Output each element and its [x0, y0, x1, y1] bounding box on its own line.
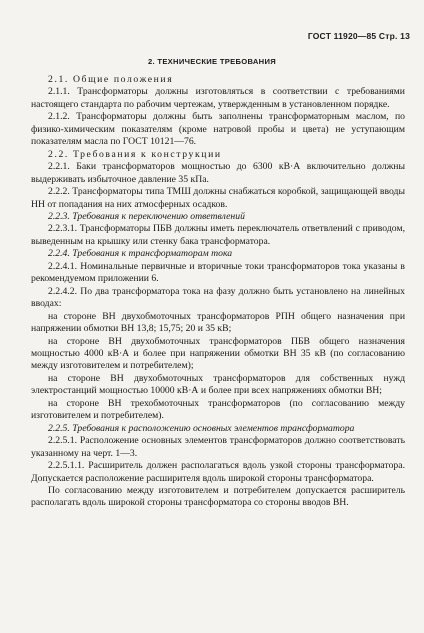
subsection-heading: 2.2.5. Требования к расположению основных элементов трансформатора — [48, 422, 355, 434]
paragraph: на стороне ВН двухобмоточных трансформаторов для собственных нужд электростанций мощностью 10000 кВ·А и более при всех напряжениях обмотки ВН; — [31, 372, 405, 397]
paragraph: 2.2.1. Баки трансформаторов мощностью до 6300 кВ·А включительно должны выдерживать избыточное давление 35 кПа. — [31, 161, 405, 185]
document-body — [31, 74, 405, 510]
paragraph: 2.1.1. Трансформаторы должны изготовляться в соответствии с требованиями настоящего стандарта по рабочим чертежам, утвержденным в установленном порядке. — [31, 86, 405, 110]
paragraph: 2.1.2. Трансформаторы должны быть заполнены трансформаторным маслом, по физико-химическим показателям (кроме натровой пробы и цвета) не уступающим показателям масла по ГОСТ 10121—76. — [31, 111, 405, 148]
paragraph: 2.2.4.2. По два трансформатора тока на фазу должно быть установлено на линейных вводах: — [31, 285, 405, 310]
subsection-heading: 2.2.4. Требования к трансформаторам тока — [48, 248, 233, 260]
section-title: 2. ТЕХНИЧЕСКИЕ ТРЕБОВАНИЯ — [148, 57, 276, 66]
paragraph: на стороне ВН двухобмоточных трансформаторов РПН общего назначения при напряжении обмотки ВН 13,8; 15,75; 20 и 35 кВ; — [31, 310, 405, 335]
subsection-heading: 2.1. Общие положения — [48, 74, 174, 85]
paragraph: 2.2.4.1. Номинальные первичные и вторичные токи трансформаторов тока указаны в рекомендуемом приложении 6. — [31, 260, 405, 285]
paragraph: 2.2.3.1. Трансформаторы ПБВ должны иметь переключатель ответвлений с приводом, выведенным на крышку или стенку бака трансформатора. — [31, 223, 405, 247]
paragraph: на стороне ВН трехобмоточных трансформаторов (по согласованию между изготовителем и потребителем). — [31, 397, 405, 422]
subsection-heading: 2.2. Требования к конструкции — [48, 148, 222, 160]
paragraph: на стороне ВН двухобмоточных трансформаторов ПБВ общего назначения мощностью 4000 кВ·А и более при напряжении обмотки ВН 35 кВ (по согласованию между изготовителем и потребителем); — [31, 335, 405, 372]
paragraph: По согласованию между изготовителем и потребителем допускается расширитель располагать вдоль широкой стороны трансформатора со стороны вводов ВН. — [31, 484, 405, 509]
paragraph: 2.2.5.1.1. Расширитель должен располагаться вдоль узкой стороны трансформатора. Допускается расположение расширителя вдоль широкой стороны трансформатора. — [31, 460, 405, 484]
subsection-heading: 2.2.3. Требования к переключению ответвлений — [48, 210, 245, 222]
paragraph: 2.2.2. Трансформаторы типа ТМШ должны снабжаться коробкой, защищающей вводы НН от попадания на них атмосферных осадков. — [31, 186, 405, 210]
paragraph: 2.2.5.1. Расположение основных элементов трансформаторов должно соответствовать указанному на черт. 1—3. — [31, 435, 405, 459]
page-header: ГОСТ 11920—85 Стр. 13 — [307, 31, 410, 41]
